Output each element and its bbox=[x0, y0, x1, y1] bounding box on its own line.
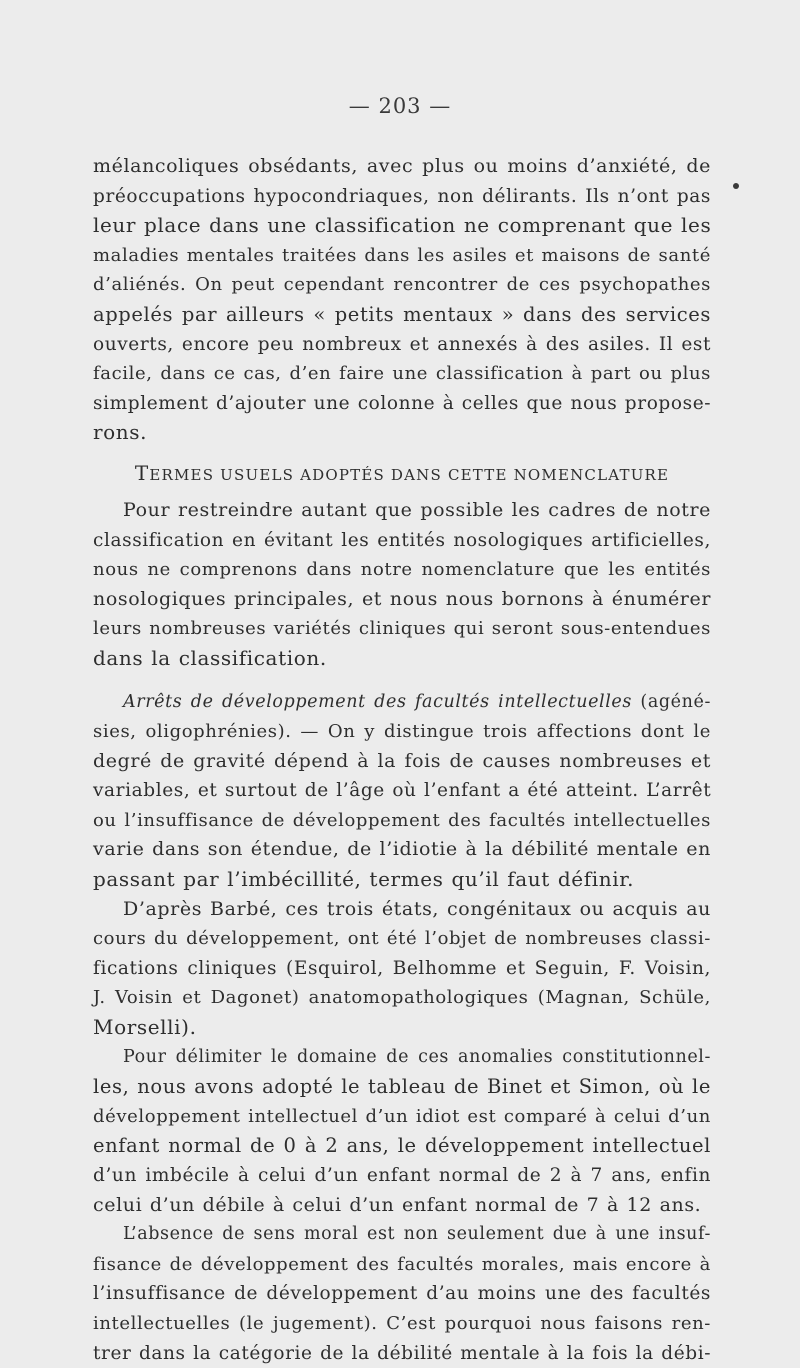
text-line: facile, dans ce cas, d’en faire une classification à part ou plus bbox=[93, 363, 711, 385]
text-line: leurs nombreuses variétés cliniques qui seront sous-entendues bbox=[93, 618, 711, 640]
text-run: (agéné- bbox=[631, 691, 711, 712]
text-column bbox=[93, 152, 711, 1368]
paragraph-6 bbox=[93, 1220, 711, 1368]
text-line: appelés par ailleurs « petits mentaux » dans des services bbox=[93, 302, 711, 326]
text-line: varie dans son étendue, de l’idiotie à la débilité mentale en bbox=[93, 838, 711, 861]
paragraph-1 bbox=[93, 152, 711, 448]
text-line: cours du développement, ont été l’objet de nombreuses classi- bbox=[93, 928, 711, 950]
text-line: intellectuelles (le jugement). C’est pourquoi nous faisons ren- bbox=[93, 1312, 711, 1334]
text-line: ouverts, encore peu nombreux et annexés à des asiles. Il est bbox=[93, 333, 711, 355]
margin-mark bbox=[733, 183, 739, 189]
text-line: développement intellectuel d’un idiot est comparé à celui d’un bbox=[93, 1105, 711, 1127]
text-line bbox=[93, 688, 711, 718]
text-line: rons. bbox=[93, 420, 148, 445]
section-heading bbox=[93, 456, 711, 490]
page-number: — 203 — bbox=[348, 94, 452, 118]
heading-initial: T bbox=[134, 460, 150, 485]
text-line: J. Voisin et Dagonet) anatomopathologiques (Magnan, Schüle, bbox=[93, 987, 711, 1009]
paragraph-3 bbox=[93, 688, 711, 895]
text-line: Pour délimiter le domaine de ces anomalies constitutionnel- bbox=[123, 1046, 711, 1067]
italic-term: Arrêts de développement des facultés intellectuelles bbox=[123, 691, 632, 712]
paragraph-2 bbox=[93, 496, 711, 674]
text-line: celui d’un débile à celui d’un enfant normal de 7 à 12 ans. bbox=[93, 1193, 702, 1216]
text-line: préoccupations hypocondriaques, non délirants. Ils n’ont pas bbox=[93, 185, 711, 207]
text-line: d’un imbécile à celui d’un enfant normal de 2 à 7 ans, enfin bbox=[93, 1165, 711, 1186]
text-line: degré de gravité dépend à la fois de causes nombreuses et bbox=[93, 749, 711, 772]
paragraph-5 bbox=[93, 1043, 711, 1221]
text-line: variables, et surtout de l’âge où l’enfant a été atteint. L’arrêt bbox=[93, 780, 712, 802]
paragraph-gap bbox=[93, 674, 711, 688]
text-line: classification en évitant les entités nosologiques artificielles, bbox=[93, 529, 711, 551]
text-line: Morselli). bbox=[93, 1015, 197, 1040]
text-line: D’après Barbé, ces trois états, congénitaux ou acquis au bbox=[123, 897, 711, 920]
text-line: Pour restreindre autant que possible les cadres de notre bbox=[123, 498, 711, 521]
text-line: fications cliniques (Esquirol, Belhomme et Seguin, F. Voisin, bbox=[93, 957, 711, 979]
text-line: trer dans la catégorie de la débilité mentale à la fois la débi- bbox=[93, 1342, 712, 1364]
text-line: leur place dans une classification ne comprenant que les bbox=[93, 213, 712, 238]
paragraph-4 bbox=[93, 895, 711, 1043]
text-line: L’absence de sens moral est non seulement due à une insuf- bbox=[123, 1224, 711, 1245]
text-line: d’aliénés. On peut cependant rencontrer de ces psychopathes bbox=[93, 274, 711, 296]
text-line: ou l’insuffisance de développement des facultés intellectuelles bbox=[93, 809, 711, 831]
text-line: simplement d’ajouter une colonne à celles que nous propose- bbox=[93, 392, 712, 414]
text-line: maladies mentales traitées dans les asiles et maisons de santé bbox=[93, 244, 711, 266]
text-line: fisance de développement des facultés morales, mais encore à bbox=[93, 1253, 711, 1275]
text-line: les, nous avons adopté le tableau de Binet et Simon, où le bbox=[93, 1075, 711, 1099]
text-line: mélancoliques obsédants, avec plus ou moins d’anxiété, de bbox=[93, 155, 711, 177]
text-line: l’insuffisance de développement d’au moins une des facultés bbox=[93, 1283, 711, 1305]
text-line: nous ne comprenons dans notre nomenclature que les entités bbox=[93, 559, 711, 581]
text-line: dans la classification. bbox=[93, 645, 327, 670]
heading-rest: ERMES USUELS ADOPTÉS DANS CETTE NOMENCLATURE bbox=[149, 465, 670, 484]
text-line: passant par l’imbécillité, termes qu’il faut définir. bbox=[93, 867, 635, 892]
text-line: enfant normal de 0 à 2 ans, le développement intellectuel bbox=[93, 1134, 711, 1158]
text-line: nosologiques principales, et nous nous bornons à énumérer bbox=[93, 587, 711, 610]
text-line: sies, oligophrénies). — On y distingue trois affections dont le bbox=[93, 721, 711, 743]
